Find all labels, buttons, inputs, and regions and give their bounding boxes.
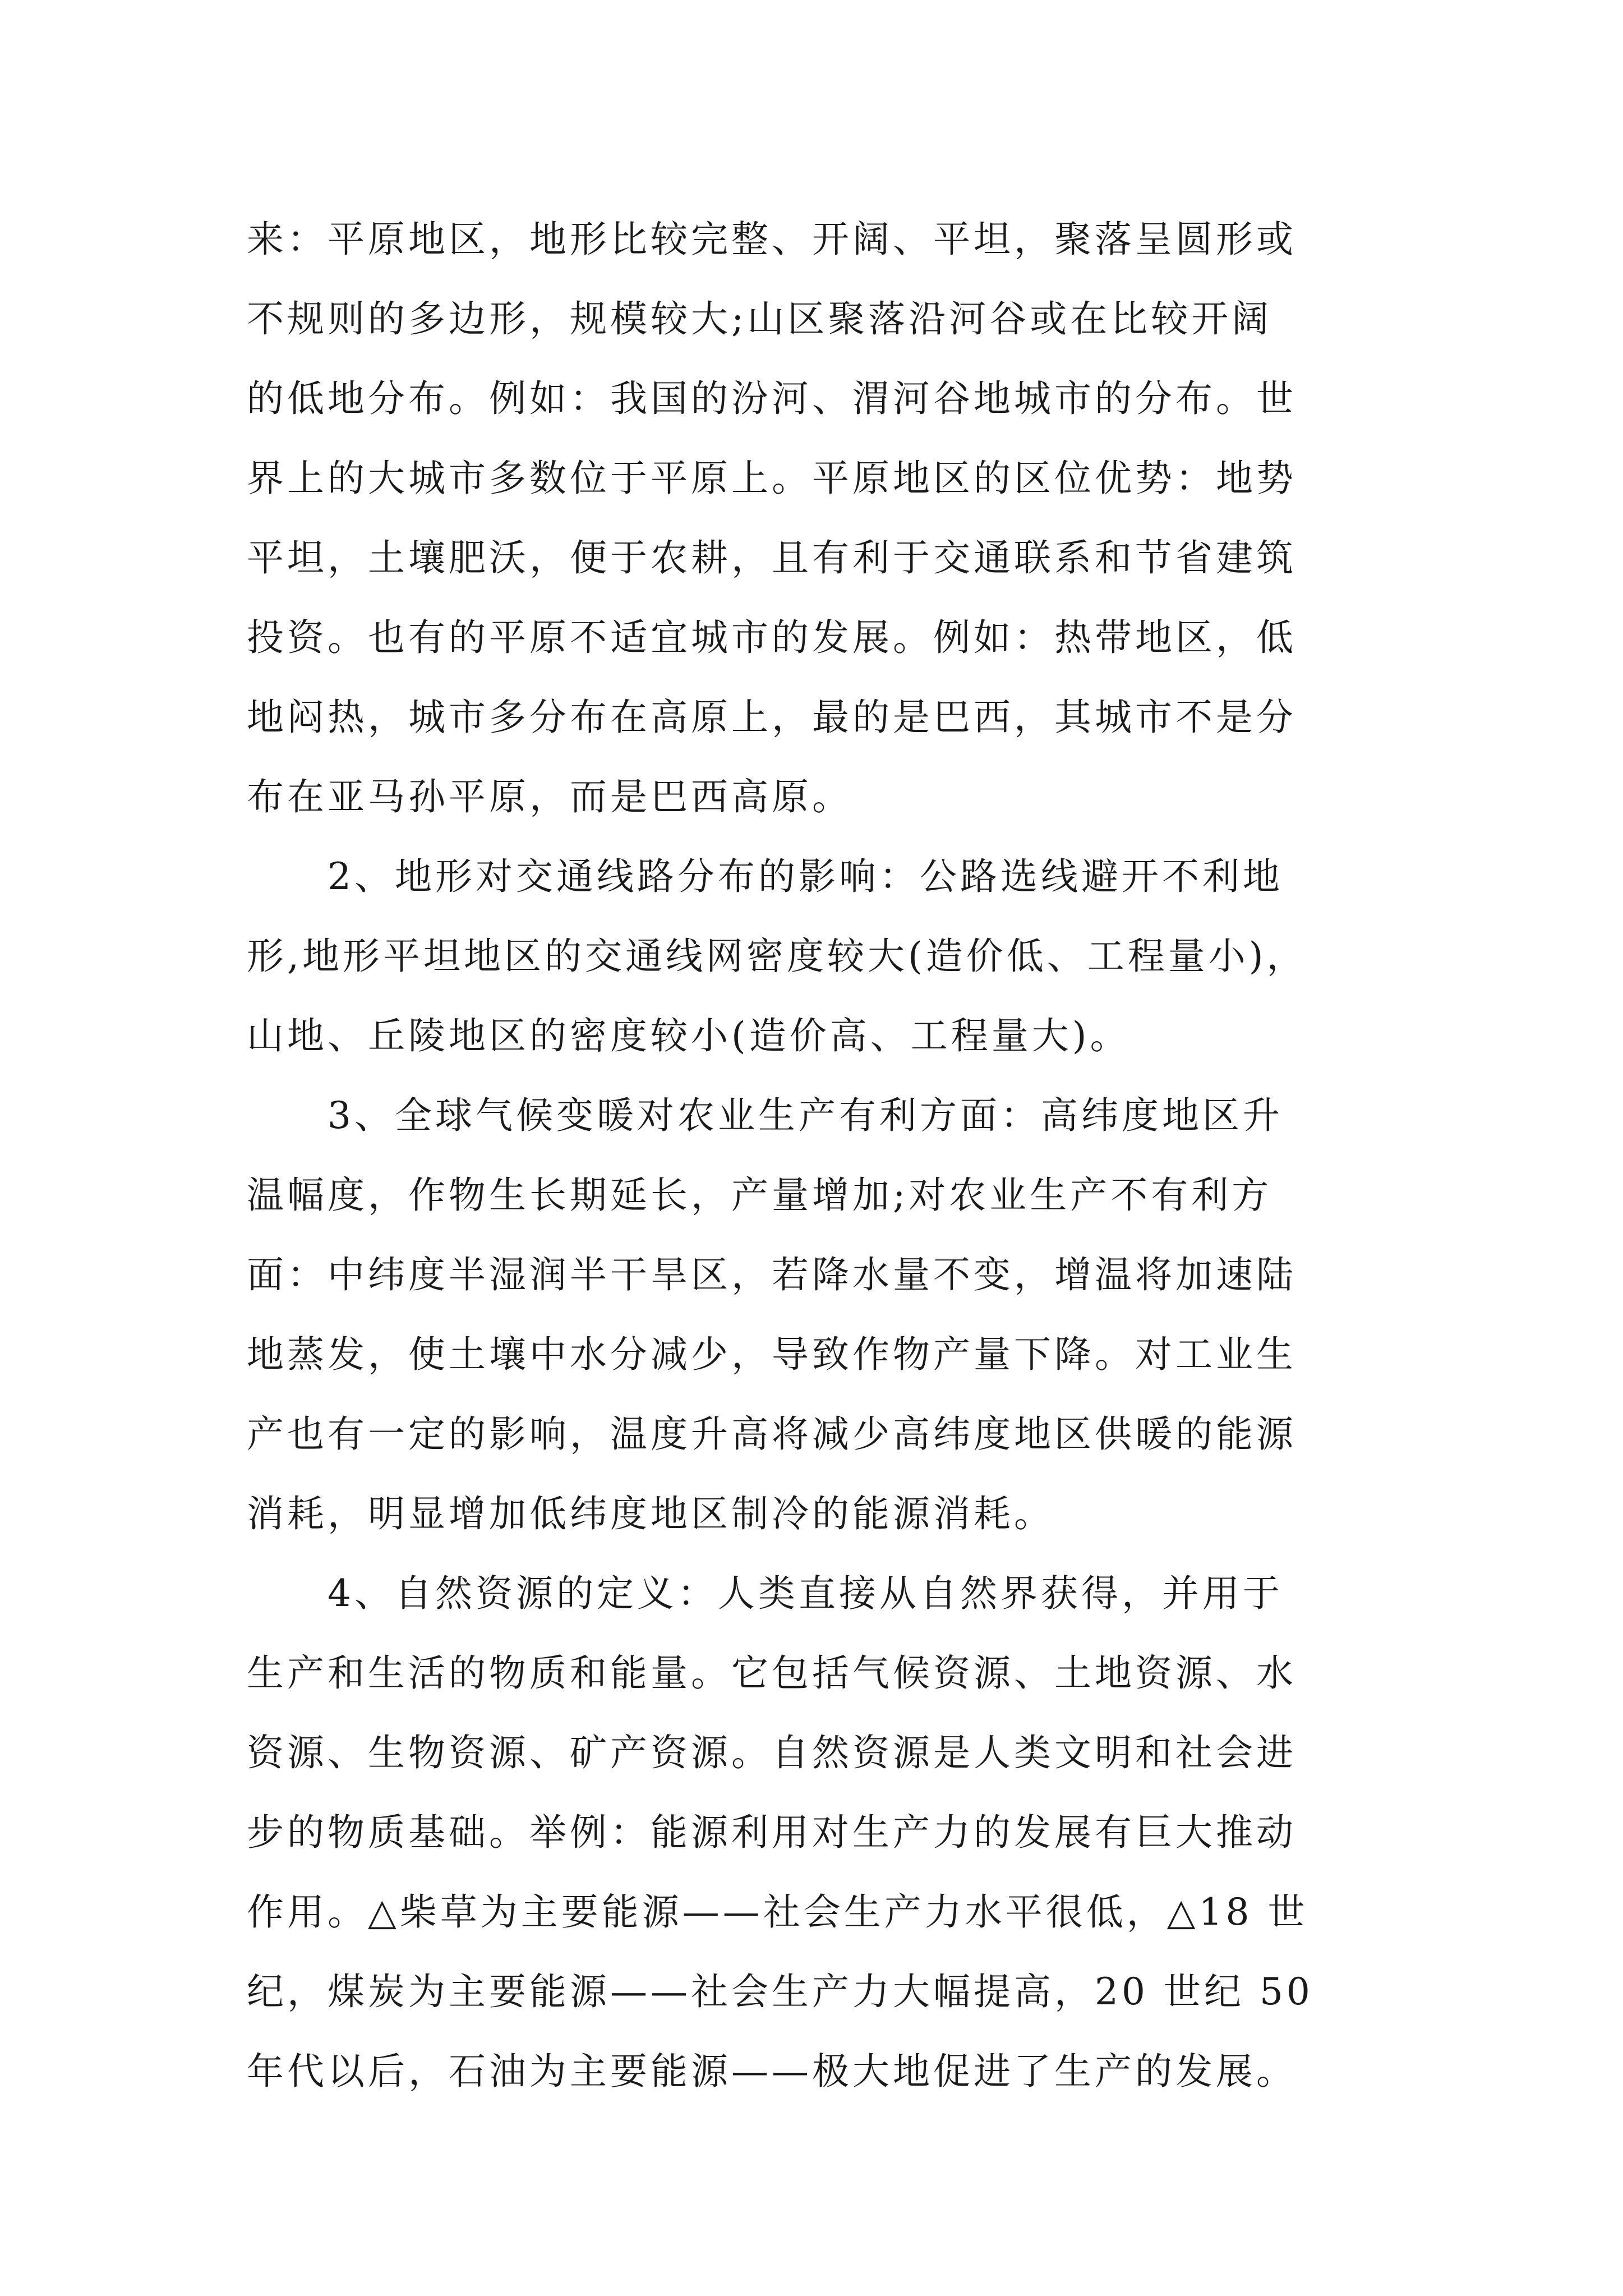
text-line: 产也有一定的影响，温度升高将减少高纬度地区供暖的能源: [247, 1412, 1297, 1456]
paragraph-start-line: 2、地形对交通线路分布的影响：公路选线避开不利地: [247, 855, 1283, 898]
text-line: 投资。也有的平原不适宜城市的发展。例如：热带地区，低: [247, 616, 1297, 659]
text-line: 不规则的多边形，规模较大;山区聚落沿河谷或在比较开阔: [247, 297, 1272, 341]
paragraph-start-line: 3、全球气候变暖对农业生产有利方面：高纬度地区升: [247, 1094, 1283, 1137]
text-line: 山地、丘陵地区的密度较小(造价高、工程量大)。: [247, 1014, 1131, 1057]
text-line: 步的物质基础。举例：能源利用对生产力的发展有巨大推动: [247, 1811, 1297, 1854]
text-line: 地闷热，城市多分布在高原上，最的是巴西，其城市不是分: [247, 696, 1297, 739]
text-line: 年代以后，石油为主要能源——极大地促进了生产的发展。: [247, 2050, 1297, 2093]
text-line: 作用。△柴草为主要能源——社会生产力水平很低，△18 世: [247, 1890, 1308, 1934]
text-line: 的低地分布。例如：我国的汾河、渭河谷地城市的分布。世: [247, 377, 1297, 420]
text-line: 消耗，明显增加低纬度地区制冷的能源消耗。: [247, 1492, 1054, 1535]
text-line: 布在亚马孙平原，而是巴西高原。: [247, 775, 852, 818]
text-line: 温幅度，作物生长期延长，产量增加;对农业生产不有利方: [247, 1174, 1272, 1217]
text-line: 界上的大城市多数位于平原上。平原地区的区位优势：地势: [247, 457, 1297, 500]
text-line: 生产和生活的物质和能量。它包括气候资源、土地资源、水: [247, 1651, 1297, 1695]
text-line: 形,地形平坦地区的交通线网密度较大(造价低、工程量小)，: [247, 935, 1307, 978]
text-line: 平坦，土壤肥沃，便于农耕，且有利于交通联系和节省建筑: [247, 536, 1297, 579]
text-line: 资源、生物资源、矿产资源。自然资源是人类文明和社会进: [247, 1731, 1297, 1774]
paragraph-start-line: 4、自然资源的定义：人类直接从自然界获得，并用于: [247, 1572, 1283, 1615]
text-line: 来：平原地区，地形比较完整、开阔、平坦，聚落呈圆形或: [247, 218, 1297, 261]
text-line: 纪，煤炭为主要能源——社会生产力大幅提高，20 世纪 50: [247, 1970, 1313, 2013]
text-line: 地蒸发，使土壤中水分减少，导致作物产量下降。对工业生: [247, 1333, 1297, 1376]
text-line: 面：中纬度半湿润半干旱区，若降水量不变，增温将加速陆: [247, 1253, 1297, 1296]
